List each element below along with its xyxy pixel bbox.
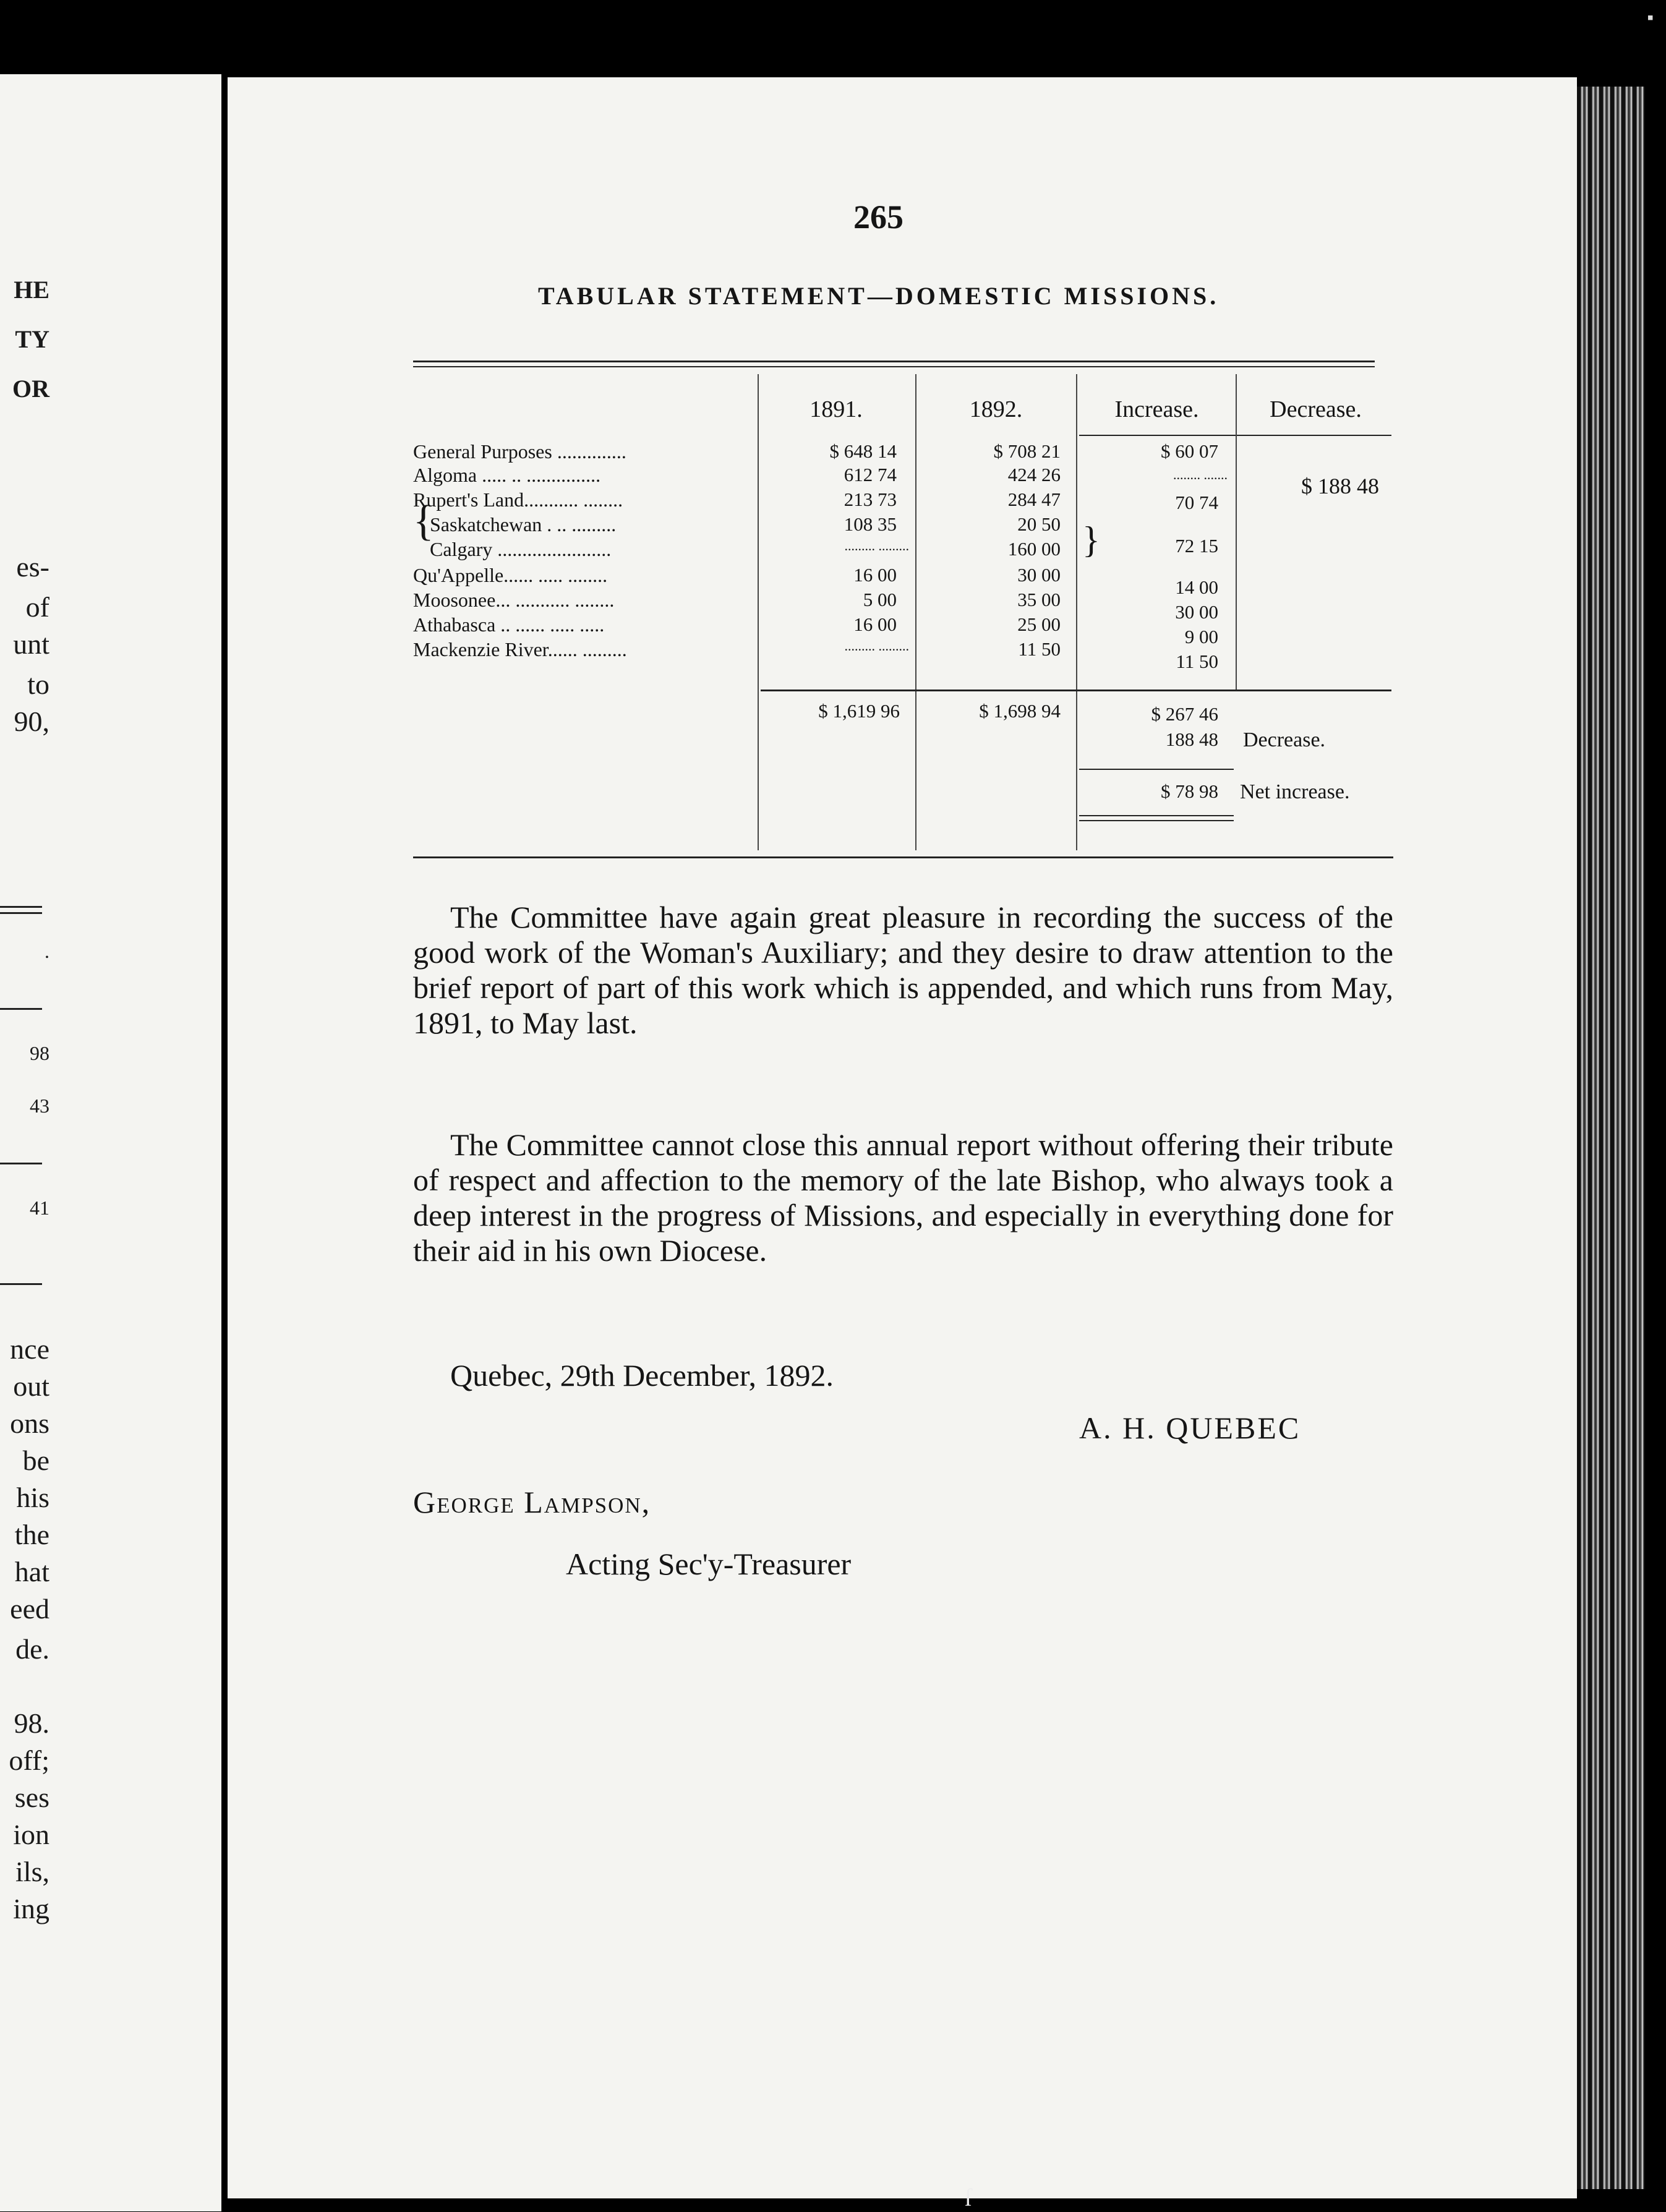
row-label: General Purposes ..............	[413, 440, 626, 463]
page-edge-stack	[1577, 87, 1645, 2189]
cell-1891: 108 35	[844, 513, 897, 535]
left-rule	[0, 1163, 42, 1164]
totals-rule	[761, 690, 1391, 691]
total-1891: $ 1,619 96	[818, 700, 900, 722]
left-fragment: out	[13, 1370, 49, 1402]
row-label: Calgary .......................	[430, 538, 612, 560]
left-fragment: nce	[10, 1333, 49, 1365]
left-fragment: the	[14, 1519, 49, 1550]
net-increase-label: Net increase.	[1240, 780, 1350, 803]
left-rule	[0, 906, 42, 908]
cell-1891: 16 00	[853, 613, 897, 635]
column-header-1891: 1891.	[810, 396, 863, 422]
left-fragment: eed	[10, 1593, 49, 1625]
cell-increase: $ 60 07	[1161, 440, 1218, 462]
left-fragment: ing	[13, 1893, 49, 1924]
column-divider	[915, 374, 916, 850]
cell-1891: 612 74	[844, 464, 897, 485]
cell-1891: 213 73	[844, 489, 897, 510]
left-fragment: of	[25, 591, 49, 623]
column-header-1892: 1892.	[969, 396, 1023, 422]
left-fragment: OR	[12, 375, 49, 403]
net-rule	[1079, 815, 1234, 816]
left-fragment: HE	[14, 276, 49, 304]
secretary-name: George Lampson,	[413, 1485, 651, 1519]
row-label: Mackenzie River...... .........	[413, 638, 627, 660]
left-fragment: unt	[13, 628, 49, 660]
net-increase-value: $ 78 98	[1161, 780, 1218, 802]
table-bottom-rule	[413, 856, 1393, 858]
cell-1892: 424 26	[1007, 464, 1061, 485]
left-fragment: 98.	[14, 1707, 49, 1739]
cell-increase: ........ .......	[1173, 467, 1228, 482]
scan-mark: ▪	[1647, 7, 1654, 28]
cell-1891: 5 00	[863, 589, 897, 610]
left-fragment: de.	[15, 1633, 49, 1665]
row-label: Moosonee... ........... ........	[413, 589, 615, 611]
cell-1892: 284 47	[1007, 489, 1061, 510]
cell-1891: $ 648 14	[829, 440, 897, 462]
column-divider	[758, 374, 759, 850]
cell-1892: 35 00	[1017, 589, 1061, 610]
row-label: Rupert's Land........... ........	[413, 489, 623, 511]
net-rule	[1079, 820, 1234, 821]
subtract-rule	[1079, 769, 1234, 770]
cell-1891: 16 00	[853, 564, 897, 586]
left-fragment: ion	[13, 1819, 49, 1850]
column-divider	[1236, 374, 1237, 690]
cell-increase-combined: 72 15	[1175, 535, 1218, 557]
table-top-rule	[413, 366, 1375, 367]
left-rule	[0, 912, 42, 914]
column-header-decrease: Decrease.	[1270, 396, 1362, 422]
left-fragment: be	[22, 1445, 49, 1476]
left-fragment: 98	[30, 1042, 49, 1064]
table-top-rule	[413, 361, 1375, 362]
left-page-margin	[0, 74, 221, 2211]
secretary-title: Acting Sec'y-Treasurer	[566, 1547, 852, 1581]
left-fragment: 43	[30, 1095, 49, 1117]
paragraph: The Committee cannot close this annual report without offering their tribute of respect and affection to the memory of the late Bishop, who always took a deep interest in the progress of Missions, and especially in everything done for their aid in his own Diocese.	[413, 1127, 1393, 1268]
left-fragment: ils,	[15, 1856, 49, 1887]
cell-1892: $ 708 21	[993, 440, 1061, 462]
left-fragment: ons	[10, 1407, 49, 1439]
cell-increase: 11 50	[1176, 651, 1218, 672]
left-rule	[0, 1283, 42, 1285]
cell-1892: 160 00	[1007, 538, 1061, 560]
column-divider	[1076, 374, 1077, 850]
cell-1892: 20 50	[1017, 513, 1061, 535]
left-fragment: 41	[30, 1197, 49, 1219]
left-rule	[0, 1008, 42, 1010]
row-label: Athabasca .. ...... ..... .....	[413, 613, 605, 636]
column-header-increase: Increase.	[1114, 396, 1199, 422]
cell-increase: 14 00	[1175, 576, 1218, 598]
left-fragment: to	[27, 668, 49, 700]
left-fragment: TY	[15, 325, 49, 353]
row-label: Algoma ..... .. ...............	[413, 464, 601, 486]
left-fragment: his	[16, 1482, 49, 1513]
left-fragment: hat	[14, 1556, 49, 1587]
left-fragment: es-	[16, 551, 49, 583]
brace-right: }	[1082, 519, 1100, 560]
scan-mark: ſ	[965, 2184, 972, 2211]
dateline: Quebec, 29th December, 1892.	[450, 1358, 834, 1393]
brace-left: {	[413, 497, 434, 545]
cell-1892: 30 00	[1017, 564, 1061, 586]
left-fragment: off;	[9, 1744, 49, 1776]
left-fragment: .	[45, 940, 49, 962]
cell-increase: 9 00	[1184, 626, 1218, 647]
total-increase: $ 267 46	[1151, 703, 1218, 725]
cell-1891: ......... .........	[844, 638, 909, 654]
cell-increase: 30 00	[1175, 601, 1218, 623]
paragraph: The Committee have again great pleasure in recording the success of the good work of the Woman's Auxiliary; and they desire to draw attention to the brief report of part of this work which is appended, and which runs from May, 1891, to May last.	[413, 900, 1393, 1040]
cell-increase: 70 74	[1175, 492, 1218, 513]
signature: A. H. QUEBEC	[1079, 1411, 1301, 1445]
left-fragment: ses	[14, 1782, 49, 1813]
decrease-label: Decrease.	[1243, 728, 1326, 751]
cell-1891: ......... .........	[844, 538, 909, 553]
cell-1892: 25 00	[1017, 613, 1061, 635]
cell-1892: 11 50	[1018, 638, 1061, 660]
page-number: 265	[853, 199, 903, 236]
row-label: Qu'Appelle...... ..... ........	[413, 564, 608, 586]
decrease-value: 188 48	[1165, 728, 1218, 750]
total-1892: $ 1,698 94	[979, 700, 1061, 722]
row-label: Saskatchewan . .. .........	[430, 513, 617, 536]
table-title: TABULAR STATEMENT—DOMESTIC MISSIONS.	[538, 282, 1220, 310]
left-fragment: 90,	[14, 706, 49, 737]
cell-decrease: $ 188 48	[1301, 474, 1379, 498]
